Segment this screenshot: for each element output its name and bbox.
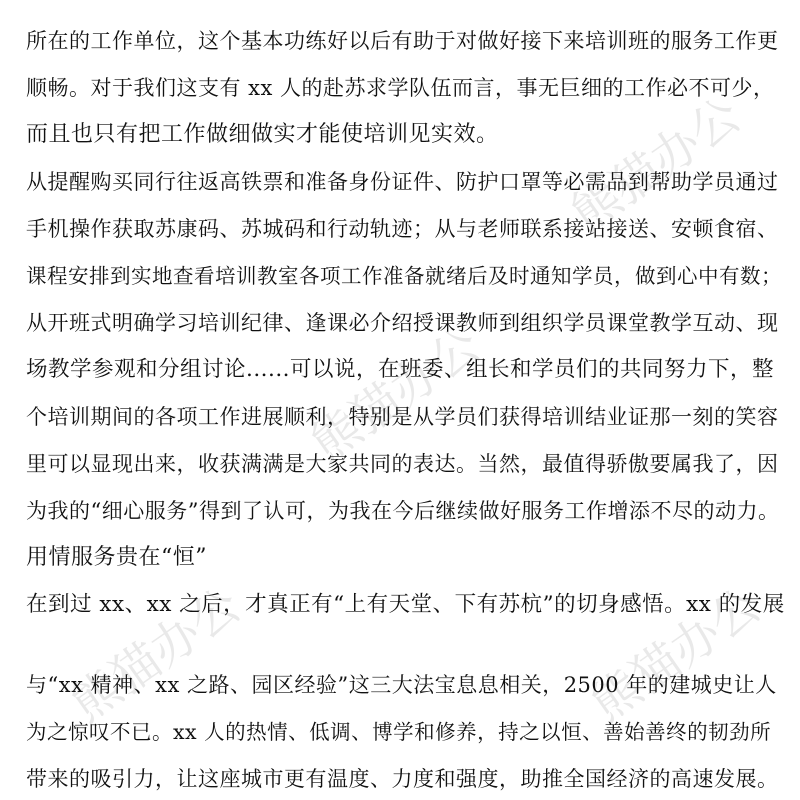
text-line: 里可以显现出来，收获满满是大家共同的表达。当然，最值得骄傲要属我了，因	[26, 452, 779, 476]
text-line: 场教学参观和分组讨论......可以说，在班委、组长和学员们的共同努力下，整	[26, 357, 775, 382]
text-line: 为之惊叹不已。xx 人的热情、低调、博学和修养，持之以恒、善始善终的韧劲所	[26, 720, 772, 744]
watermark: 熊猫办公	[561, 86, 751, 244]
text-line: 顺畅。对于我们这支有 xx 人的赴苏求学队伍而言，事无巨细的工作必不可少，	[26, 76, 775, 100]
watermark: 熊猫办公	[301, 316, 491, 474]
text-line: 与“xx 精神、xx 之路、园区经验”这三大法宝息息相关，2500 年的建城史让人	[26, 673, 777, 697]
text-line: 从提醒购买同行往返高铁票和准备身份证件、防护口罩等必需品到帮助学员通过	[26, 170, 779, 194]
text-line: 课程安排到实地查看培训教室各项工作准备就绪后及时通知学员，做到心中有数；	[26, 264, 782, 288]
section-heading: 用情服务贵在“恒”	[26, 545, 207, 570]
text-line: 而且也只有把工作做细做实才能使培训见实效。	[26, 122, 499, 147]
watermark: 熊猫办公	[61, 576, 251, 734]
text-line: 带来的吸引力，让这座城市更有温度、力度和强度，助推全国经济的高速发展。	[26, 767, 779, 791]
text-line: 为我的“细心服务”得到了认可，为我在今后继续做好服务工作增添不尽的动力。	[26, 499, 780, 523]
text-line: 从开班式明确学习培训纪律、逢课必介绍授课教师到组织学员课堂教学互动、现	[26, 311, 779, 335]
text-line: 手机操作获取苏康码、苏城码和行动轨迹；从与老师联系接站接送、安顿食宿、	[26, 217, 779, 241]
text-line: 所在的工作单位，这个基本功练好以后有助于对做好接下来培训班的服务工作更	[26, 29, 779, 53]
text-line: 个培训期间的各项工作进展顺利，特别是从学员们获得培训结业证那一刻的笑容	[26, 405, 779, 429]
watermark: 熊猫办公	[581, 576, 771, 734]
text-line: 在到过 xx、xx 之后，才真正有“上有天堂、下有苏杭”的切身感悟。xx 的发展	[26, 592, 785, 617]
